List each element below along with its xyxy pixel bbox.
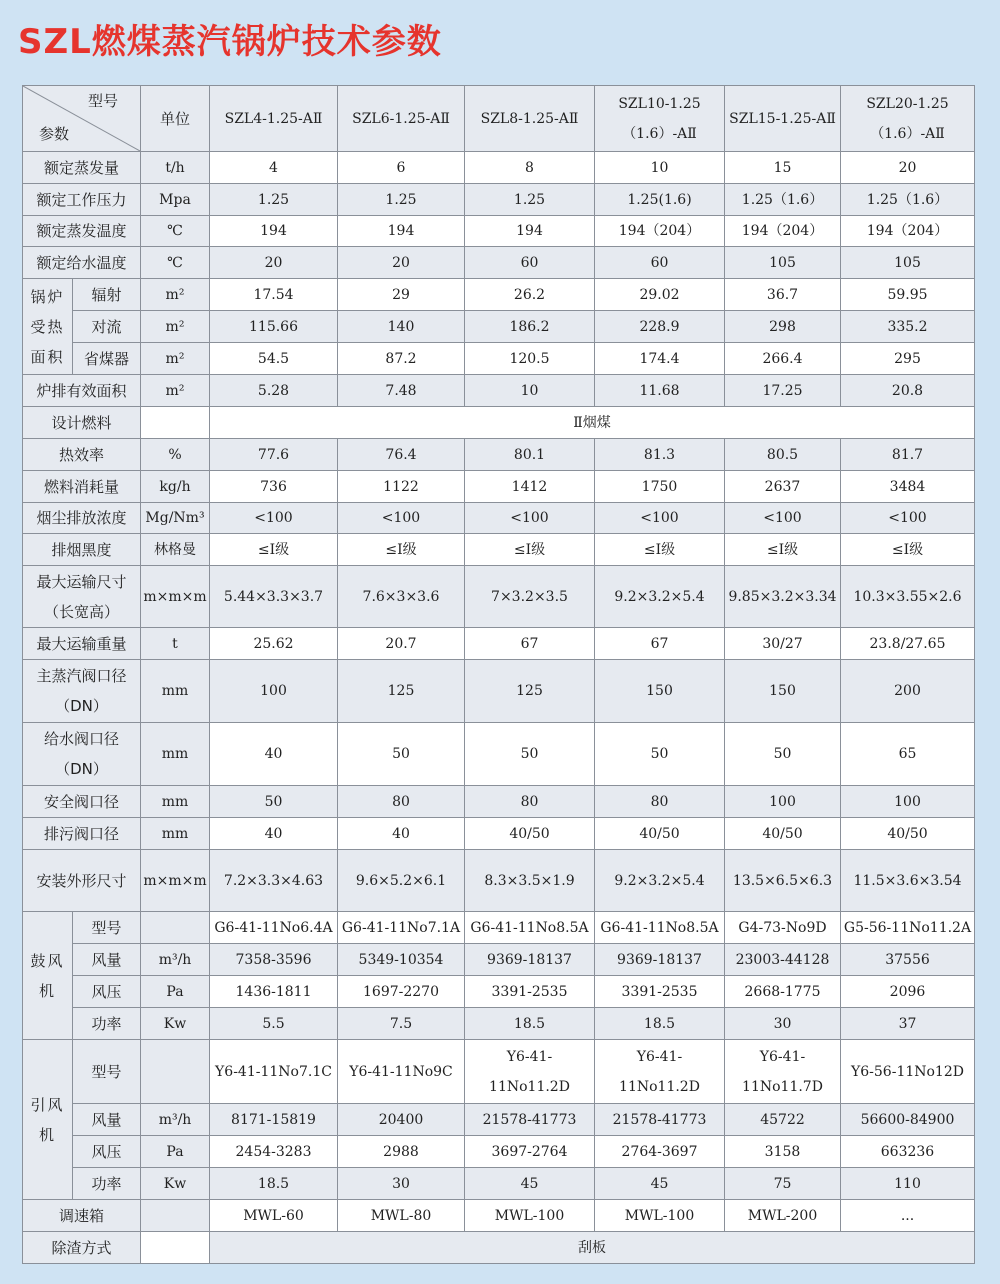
corner-header xyxy=(23,86,141,152)
value-cell: 40 xyxy=(210,723,338,786)
value-cell: 105 xyxy=(841,247,975,279)
value-cell: ≤Ⅰ级 xyxy=(210,534,338,566)
value-cell: 5349-10354 xyxy=(338,944,465,976)
unit-cell: Pa xyxy=(141,1136,210,1168)
table-row xyxy=(23,152,975,184)
value-cell: 9.2×3.2×5.4 xyxy=(595,566,725,628)
row-label: 热效率 xyxy=(23,439,141,471)
value-cell: 1.25 xyxy=(465,184,595,216)
value-cell: 11.5×3.6×3.54 xyxy=(841,850,975,912)
value-cell: 194（204） xyxy=(725,216,841,247)
value-cell: G6-41-11No7.1A xyxy=(338,912,465,944)
value-cell: 7.2×3.3×4.63 xyxy=(210,850,338,912)
value-cell: 1412 xyxy=(465,471,595,503)
unit-cell xyxy=(141,1040,210,1104)
value-cell: 3391-2535 xyxy=(595,976,725,1008)
unit-cell: m² xyxy=(141,311,210,343)
value-cell: 1.25(1.6) xyxy=(595,184,725,216)
value-cell: 23.8/27.65 xyxy=(841,628,975,660)
value-cell: 40/50 xyxy=(595,818,725,850)
unit-cell: m² xyxy=(141,375,210,407)
table-row xyxy=(23,1008,975,1040)
value-cell: 20.7 xyxy=(338,628,465,660)
value-cell: 20.8 xyxy=(841,375,975,407)
model-header: SZL10-1.25（1.6）-AⅡ xyxy=(595,86,725,152)
value-cell: 4 xyxy=(210,152,338,184)
table-row xyxy=(23,786,975,818)
value-cell: 9.6×5.2×6.1 xyxy=(338,850,465,912)
table-row xyxy=(23,1040,975,1104)
value-cell: ≤Ⅰ级 xyxy=(465,534,595,566)
value-cell: 76.4 xyxy=(338,439,465,471)
value-cell: 45 xyxy=(465,1168,595,1200)
value-cell: 1750 xyxy=(595,471,725,503)
induced-fan-group: 引风机 xyxy=(23,1040,73,1200)
table-row xyxy=(23,1168,975,1200)
unit-header: 单位 xyxy=(141,86,210,152)
value-cell: G6-41-11No6.4A xyxy=(210,912,338,944)
row-label: 除渣方式 xyxy=(23,1232,141,1264)
sub-label: 辐射 xyxy=(73,279,141,311)
sub-label: 功率 xyxy=(73,1168,141,1200)
value-cell: 81.3 xyxy=(595,439,725,471)
value-cell: Y6-56-11No12D xyxy=(841,1040,975,1104)
value-cell: 54.5 xyxy=(210,343,338,375)
unit-cell: m³/h xyxy=(141,944,210,976)
value-cell: 80 xyxy=(338,786,465,818)
value-cell: 5.28 xyxy=(210,375,338,407)
value-cell: 1122 xyxy=(338,471,465,503)
value-cell: 295 xyxy=(841,343,975,375)
value-cell: 150 xyxy=(595,660,725,723)
sub-label: 功率 xyxy=(73,1008,141,1040)
value-cell: 3391-2535 xyxy=(465,976,595,1008)
value-cell: 15 xyxy=(725,152,841,184)
value-cell: 120.5 xyxy=(465,343,595,375)
value-cell: 21578-41773 xyxy=(595,1104,725,1136)
table-row xyxy=(23,660,975,723)
fuel-value: Ⅱ烟煤 xyxy=(210,407,975,439)
unit-cell: Kw xyxy=(141,1008,210,1040)
value-cell: 18.5 xyxy=(210,1168,338,1200)
value-cell: 40 xyxy=(338,818,465,850)
value-cell: 59.95 xyxy=(841,279,975,311)
value-cell: 29.02 xyxy=(595,279,725,311)
value-cell: 9369-18137 xyxy=(465,944,595,976)
value-cell: 13.5×6.5×6.3 xyxy=(725,850,841,912)
table-row xyxy=(23,439,975,471)
corner-param-label: 参数 xyxy=(39,125,70,143)
value-cell: 5.44×3.3×3.7 xyxy=(210,566,338,628)
value-cell: <100 xyxy=(841,503,975,534)
value-cell: 194 xyxy=(465,216,595,247)
value-cell: 7358-3596 xyxy=(210,944,338,976)
value-cell: 7.6×3×3.6 xyxy=(338,566,465,628)
row-label: 安全阀口径 xyxy=(23,786,141,818)
table-row xyxy=(23,247,975,279)
value-cell: ≤Ⅰ级 xyxy=(725,534,841,566)
unit-cell: t xyxy=(141,628,210,660)
unit-cell: ℃ xyxy=(141,216,210,247)
value-cell: MWL-60 xyxy=(210,1200,338,1232)
row-label: 炉排有效面积 xyxy=(23,375,141,407)
value-cell: 56600-84900 xyxy=(841,1104,975,1136)
value-cell: 80 xyxy=(465,786,595,818)
unit-cell: % xyxy=(141,439,210,471)
value-cell: 18.5 xyxy=(595,1008,725,1040)
value-cell: 7.5 xyxy=(338,1008,465,1040)
value-cell: 81.7 xyxy=(841,439,975,471)
value-cell: 3697-2764 xyxy=(465,1136,595,1168)
value-cell: 20 xyxy=(338,247,465,279)
unit-cell: m³/h xyxy=(141,1104,210,1136)
row-label: 最大运输尺寸（长宽高） xyxy=(23,566,141,628)
value-cell: 8171-15819 xyxy=(210,1104,338,1136)
unit-cell: m×m×m xyxy=(141,850,210,912)
value-cell: 8 xyxy=(465,152,595,184)
value-cell: 6 xyxy=(338,152,465,184)
unit-cell: mm xyxy=(141,786,210,818)
value-cell: 10 xyxy=(465,375,595,407)
table-row xyxy=(23,471,975,503)
header-row xyxy=(23,86,975,152)
value-cell: 45 xyxy=(595,1168,725,1200)
value-cell: 36.7 xyxy=(725,279,841,311)
model-header: SZL6-1.25-AⅡ xyxy=(338,86,465,152)
heating-area-group: 锅炉受热面积 xyxy=(23,279,73,375)
row-label: 安装外形尺寸 xyxy=(23,850,141,912)
slag-value: 刮板 xyxy=(210,1232,975,1264)
value-cell: 110 xyxy=(841,1168,975,1200)
value-cell: 65 xyxy=(841,723,975,786)
value-cell: 228.9 xyxy=(595,311,725,343)
table-row xyxy=(23,279,975,311)
row-label: 额定工作压力 xyxy=(23,184,141,216)
value-cell: 174.4 xyxy=(595,343,725,375)
value-cell: 100 xyxy=(725,786,841,818)
value-cell: 80 xyxy=(595,786,725,818)
table-row xyxy=(23,628,975,660)
value-cell: 125 xyxy=(338,660,465,723)
value-cell: ≤Ⅰ级 xyxy=(595,534,725,566)
value-cell: 2668-1775 xyxy=(725,976,841,1008)
value-cell: Y6-41-11No7.1C xyxy=(210,1040,338,1104)
row-label: 额定蒸发量 xyxy=(23,152,141,184)
value-cell: 266.4 xyxy=(725,343,841,375)
unit-cell xyxy=(141,1232,210,1264)
value-cell: 3158 xyxy=(725,1136,841,1168)
value-cell: ≤Ⅰ级 xyxy=(338,534,465,566)
sub-label: 风量 xyxy=(73,944,141,976)
value-cell: 5.5 xyxy=(210,1008,338,1040)
unit-cell: mm xyxy=(141,818,210,850)
value-cell: 18.5 xyxy=(465,1008,595,1040)
value-cell: 30 xyxy=(725,1008,841,1040)
value-cell: 60 xyxy=(465,247,595,279)
unit-cell: mm xyxy=(141,723,210,786)
row-label: 烟尘排放浓度 xyxy=(23,503,141,534)
sub-label: 风压 xyxy=(73,1136,141,1168)
value-cell: 50 xyxy=(725,723,841,786)
value-cell: 20400 xyxy=(338,1104,465,1136)
value-cell: 194（204） xyxy=(841,216,975,247)
value-cell: 1436-1811 xyxy=(210,976,338,1008)
table-row xyxy=(23,912,975,944)
value-cell: Y6-41-11No11.2D xyxy=(595,1040,725,1104)
unit-cell: m² xyxy=(141,279,210,311)
unit-cell xyxy=(141,1200,210,1232)
row-label: 额定给水温度 xyxy=(23,247,141,279)
value-cell: 100 xyxy=(841,786,975,818)
value-cell: 11.68 xyxy=(595,375,725,407)
value-cell: 37 xyxy=(841,1008,975,1040)
value-cell: 150 xyxy=(725,660,841,723)
value-cell: 87.2 xyxy=(338,343,465,375)
value-cell: 77.6 xyxy=(210,439,338,471)
value-cell: 80.5 xyxy=(725,439,841,471)
value-cell: 40/50 xyxy=(725,818,841,850)
value-cell: 125 xyxy=(465,660,595,723)
value-cell: 8.3×3.5×1.9 xyxy=(465,850,595,912)
value-cell: 115.66 xyxy=(210,311,338,343)
table-row xyxy=(23,375,975,407)
value-cell: ≤Ⅰ级 xyxy=(841,534,975,566)
sub-label: 对流 xyxy=(73,311,141,343)
value-cell: 2764-3697 xyxy=(595,1136,725,1168)
value-cell: 25.62 xyxy=(210,628,338,660)
unit-cell xyxy=(141,912,210,944)
unit-cell: m² xyxy=(141,343,210,375)
table-row xyxy=(23,944,975,976)
sub-label: 型号 xyxy=(73,1040,141,1104)
value-cell: 2637 xyxy=(725,471,841,503)
table-row xyxy=(23,534,975,566)
value-cell: <100 xyxy=(465,503,595,534)
value-cell: 40/50 xyxy=(841,818,975,850)
unit-cell: ℃ xyxy=(141,247,210,279)
model-header: SZL20-1.25（1.6）-AⅡ xyxy=(841,86,975,152)
value-cell: 50 xyxy=(210,786,338,818)
table-row xyxy=(23,311,975,343)
table-row xyxy=(23,566,975,628)
table-row xyxy=(23,818,975,850)
value-cell: 9369-18137 xyxy=(595,944,725,976)
value-cell: 50 xyxy=(595,723,725,786)
value-cell: 194 xyxy=(338,216,465,247)
value-cell: 26.2 xyxy=(465,279,595,311)
value-cell: 3484 xyxy=(841,471,975,503)
table-row xyxy=(23,503,975,534)
value-cell: G5-56-11No11.2A xyxy=(841,912,975,944)
row-label: 额定蒸发温度 xyxy=(23,216,141,247)
row-label: 燃料消耗量 xyxy=(23,471,141,503)
value-cell: 2096 xyxy=(841,976,975,1008)
value-cell: 186.2 xyxy=(465,311,595,343)
value-cell: 67 xyxy=(465,628,595,660)
value-cell: 30 xyxy=(338,1168,465,1200)
value-cell: 1.25 xyxy=(338,184,465,216)
value-cell: MWL-80 xyxy=(338,1200,465,1232)
value-cell: ... xyxy=(841,1200,975,1232)
value-cell: 194 xyxy=(210,216,338,247)
table-row xyxy=(23,407,975,439)
unit-cell: Pa xyxy=(141,976,210,1008)
table-row xyxy=(23,1200,975,1232)
value-cell: 7×3.2×3.5 xyxy=(465,566,595,628)
value-cell: 17.54 xyxy=(210,279,338,311)
value-cell: Y6-41-11No9C xyxy=(338,1040,465,1104)
value-cell: 1.25 xyxy=(210,184,338,216)
value-cell: 50 xyxy=(465,723,595,786)
value-cell: 17.25 xyxy=(725,375,841,407)
value-cell: 50 xyxy=(338,723,465,786)
sub-label: 省煤器 xyxy=(73,343,141,375)
value-cell: 194（204） xyxy=(595,216,725,247)
value-cell: 30/27 xyxy=(725,628,841,660)
value-cell: 40 xyxy=(210,818,338,850)
model-header: SZL8-1.25-AⅡ xyxy=(465,86,595,152)
value-cell: 20 xyxy=(841,152,975,184)
blower-group: 鼓风机 xyxy=(23,912,73,1040)
unit-cell: t/h xyxy=(141,152,210,184)
row-label: 设计燃料 xyxy=(23,407,141,439)
value-cell: Y6-41-11No11.2D xyxy=(465,1040,595,1104)
value-cell: 20 xyxy=(210,247,338,279)
row-label: 调速箱 xyxy=(23,1200,141,1232)
table-row xyxy=(23,1136,975,1168)
value-cell: 200 xyxy=(841,660,975,723)
value-cell: 1697-2270 xyxy=(338,976,465,1008)
unit-cell: Kw xyxy=(141,1168,210,1200)
spec-table xyxy=(22,85,975,1264)
table-row xyxy=(23,976,975,1008)
value-cell: <100 xyxy=(595,503,725,534)
value-cell: 75 xyxy=(725,1168,841,1200)
value-cell: 80.1 xyxy=(465,439,595,471)
row-label: 主蒸汽阀口径（DN） xyxy=(23,660,141,723)
value-cell: MWL-100 xyxy=(595,1200,725,1232)
table-row xyxy=(23,184,975,216)
unit-cell xyxy=(141,407,210,439)
table-row xyxy=(23,1104,975,1136)
unit-cell: 林格曼 xyxy=(141,534,210,566)
unit-cell: kg/h xyxy=(141,471,210,503)
value-cell: 21578-41773 xyxy=(465,1104,595,1136)
value-cell: 298 xyxy=(725,311,841,343)
value-cell: 1.25（1.6） xyxy=(841,184,975,216)
value-cell: 10.3×3.55×2.6 xyxy=(841,566,975,628)
value-cell: 29 xyxy=(338,279,465,311)
corner-model-label: 型号 xyxy=(87,92,118,110)
value-cell: <100 xyxy=(725,503,841,534)
unit-cell: mm xyxy=(141,660,210,723)
model-header: SZL4-1.25-AⅡ xyxy=(210,86,338,152)
table-row xyxy=(23,850,975,912)
sub-label: 风量 xyxy=(73,1104,141,1136)
value-cell: G6-41-11No8.5A xyxy=(465,912,595,944)
value-cell: 23003-44128 xyxy=(725,944,841,976)
value-cell: 60 xyxy=(595,247,725,279)
value-cell: 7.48 xyxy=(338,375,465,407)
value-cell: 2988 xyxy=(338,1136,465,1168)
value-cell: 105 xyxy=(725,247,841,279)
row-label: 给水阀口径（DN） xyxy=(23,723,141,786)
value-cell: 10 xyxy=(595,152,725,184)
unit-cell: m×m×m xyxy=(141,566,210,628)
value-cell: 100 xyxy=(210,660,338,723)
value-cell: 140 xyxy=(338,311,465,343)
sub-label: 风压 xyxy=(73,976,141,1008)
value-cell: G6-41-11No8.5A xyxy=(595,912,725,944)
value-cell: 1.25（1.6） xyxy=(725,184,841,216)
value-cell: Y6-41-11No11.7D xyxy=(725,1040,841,1104)
value-cell: 45722 xyxy=(725,1104,841,1136)
unit-cell: Mpa xyxy=(141,184,210,216)
value-cell: 663236 xyxy=(841,1136,975,1168)
value-cell: 37556 xyxy=(841,944,975,976)
row-label: 最大运输重量 xyxy=(23,628,141,660)
value-cell: 736 xyxy=(210,471,338,503)
sub-label: 型号 xyxy=(73,912,141,944)
value-cell: MWL-100 xyxy=(465,1200,595,1232)
value-cell: <100 xyxy=(338,503,465,534)
value-cell: 9.2×3.2×5.4 xyxy=(595,850,725,912)
row-label: 排烟黑度 xyxy=(23,534,141,566)
table-row xyxy=(23,216,975,247)
value-cell: 40/50 xyxy=(465,818,595,850)
model-header: SZL15-1.25-AⅡ xyxy=(725,86,841,152)
value-cell: MWL-200 xyxy=(725,1200,841,1232)
value-cell: 9.85×3.2×3.34 xyxy=(725,566,841,628)
value-cell: G4-73-No9D xyxy=(725,912,841,944)
value-cell: 2454-3283 xyxy=(210,1136,338,1168)
unit-cell: Mg/Nm³ xyxy=(141,503,210,534)
table-row xyxy=(23,343,975,375)
table-row xyxy=(23,723,975,786)
page-title: SZL燃煤蒸汽锅炉技术参数 xyxy=(18,22,442,62)
table-row xyxy=(23,1232,975,1264)
value-cell: 67 xyxy=(595,628,725,660)
value-cell: <100 xyxy=(210,503,338,534)
value-cell: 335.2 xyxy=(841,311,975,343)
row-label: 排污阀口径 xyxy=(23,818,141,850)
